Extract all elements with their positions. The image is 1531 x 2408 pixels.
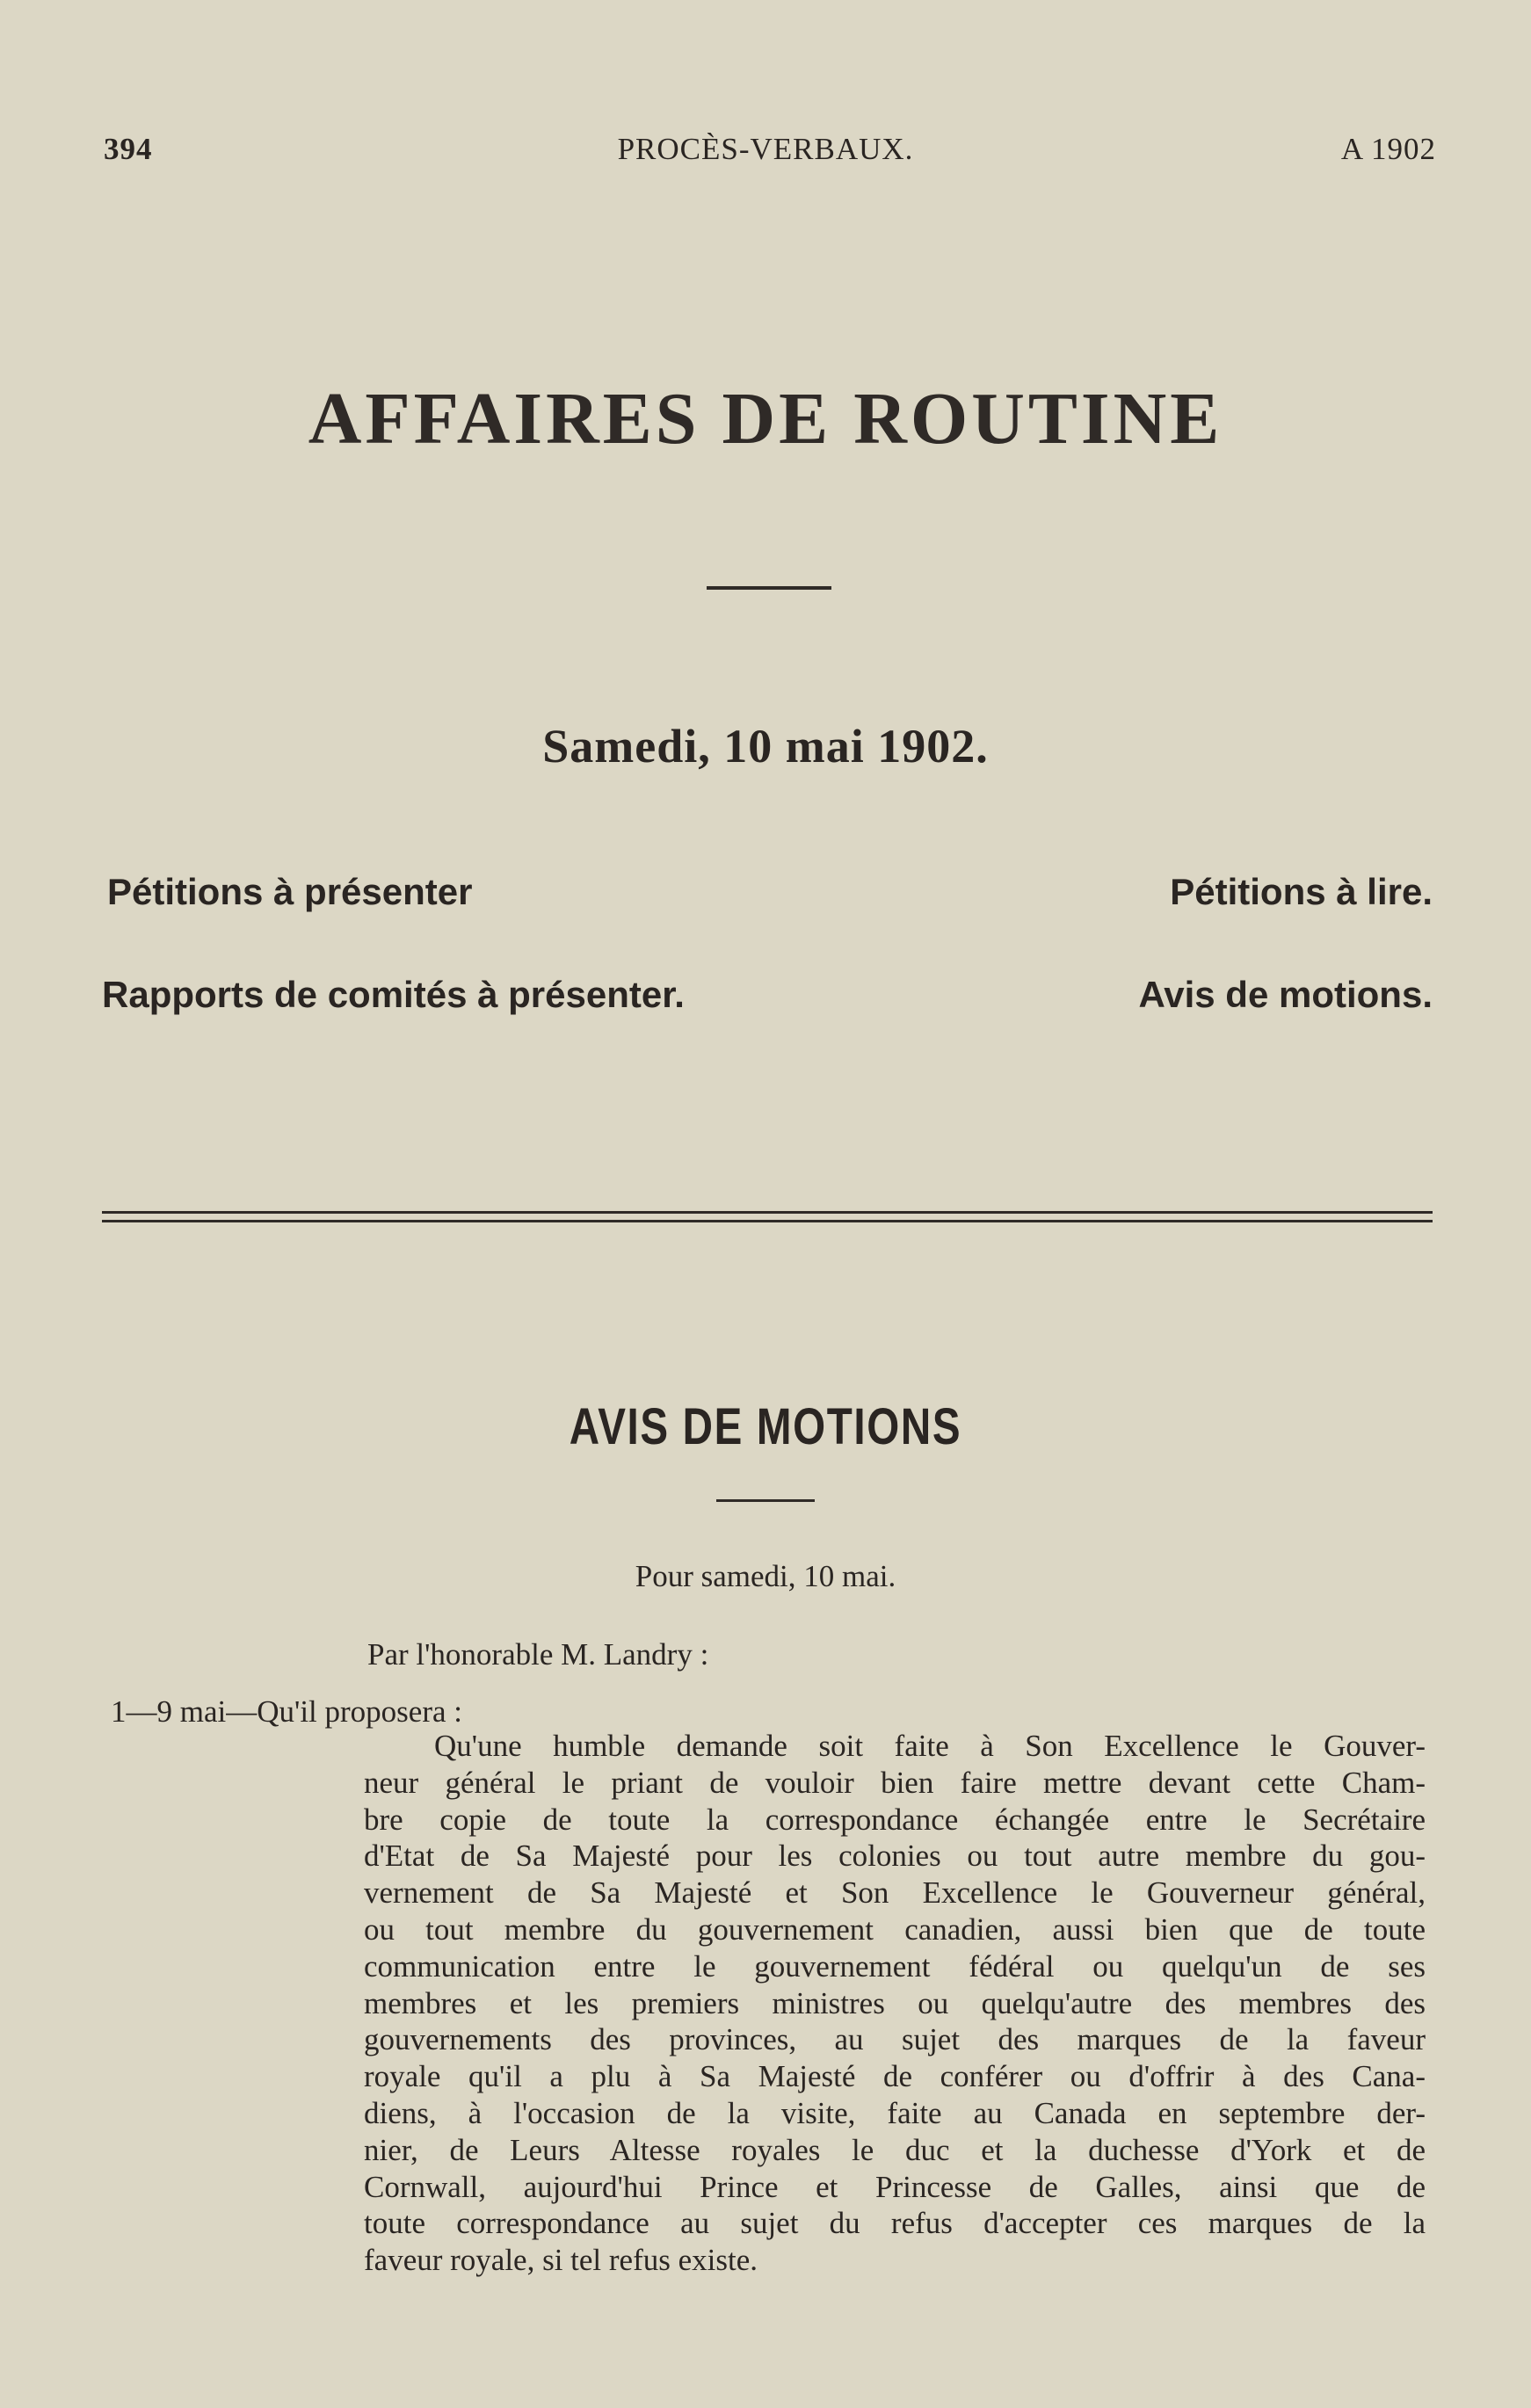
committee-reports: Rapports de comités à présenter.: [102, 974, 685, 1015]
title-rule: [707, 586, 831, 590]
motion-line: faveur royale, si tel refus existe.: [364, 2243, 758, 2278]
motion-line: membres et les premiers ministres ou quelqu'autre des membres des: [364, 1985, 1426, 2020]
section-title-rule: [716, 1499, 815, 1502]
notices-of-motion: Avis de motions.: [1138, 974, 1433, 1015]
motion-line: bre copie de toute la correspondance échangée entre le Secrétaire: [364, 1802, 1426, 1837]
motion-line: vernement de Sa Majesté et Son Excellence le Gouverneur général,: [364, 1875, 1426, 1911]
motion-line: gouvernements des provinces, au sujet des marques de la faveur: [364, 2022, 1426, 2057]
motion-line: royale qu'il a plu à Sa Majesté de conférer ou d'offrir à des Cana-: [364, 2059, 1426, 2094]
header-year: A 1902: [1340, 132, 1436, 166]
motion-line: Cornwall, aujourd'hui Prince et Princesse de Galles, ainsi que de: [364, 2169, 1426, 2204]
motion-line: ou tout membre du gouvernement canadien, aussi bien que de toute: [364, 1911, 1426, 1947]
section-divider-bottom: [102, 1220, 1433, 1222]
mover-line: Par l'honorable M. Landry :: [367, 1637, 709, 1672]
motion-line: communication entre le gouvernement fédéral ou quelqu'un de ses: [364, 1948, 1426, 1984]
main-title: AFFAIRES DE ROUTINE: [308, 378, 1223, 460]
motion-line: diens, à l'occasion de la visite, faite au Canada en septembre der-: [364, 2095, 1426, 2130]
petitions-to-present: Pétitions à présenter: [107, 871, 473, 912]
motion-text: [364, 1728, 1426, 2279]
section-title: AVIS DE MOTIONS: [569, 1398, 962, 1455]
motion-line: Qu'une humble demande soit faite à Son Excellence le Gouver-: [434, 1729, 1426, 1763]
motion-line: nier, de Leurs Altesse royales le duc et la duchesse d'York et de: [364, 2132, 1426, 2167]
running-title: PROCÈS-VERBAUX.: [617, 132, 914, 166]
motion-line: toute correspondance au sujet du refus d'accepter ces marques de la: [364, 2206, 1426, 2241]
petitions-to-read: Pétitions à lire.: [1170, 871, 1433, 912]
section-divider-top: [102, 1211, 1433, 1214]
page-number: 394: [104, 132, 153, 166]
motion-line: neur général le priant de vouloir bien faire mettre devant cette Cham-: [364, 1765, 1426, 1800]
motion-heading: 1—9 mai—Qu'il proposera :: [111, 1694, 462, 1729]
date-line: Samedi, 10 mai 1902.: [542, 720, 989, 772]
for-date: Pour samedi, 10 mai.: [635, 1559, 896, 1593]
motion-line: d'Etat de Sa Majesté pour les colonies ou tout autre membre du gou-: [364, 1839, 1426, 1874]
